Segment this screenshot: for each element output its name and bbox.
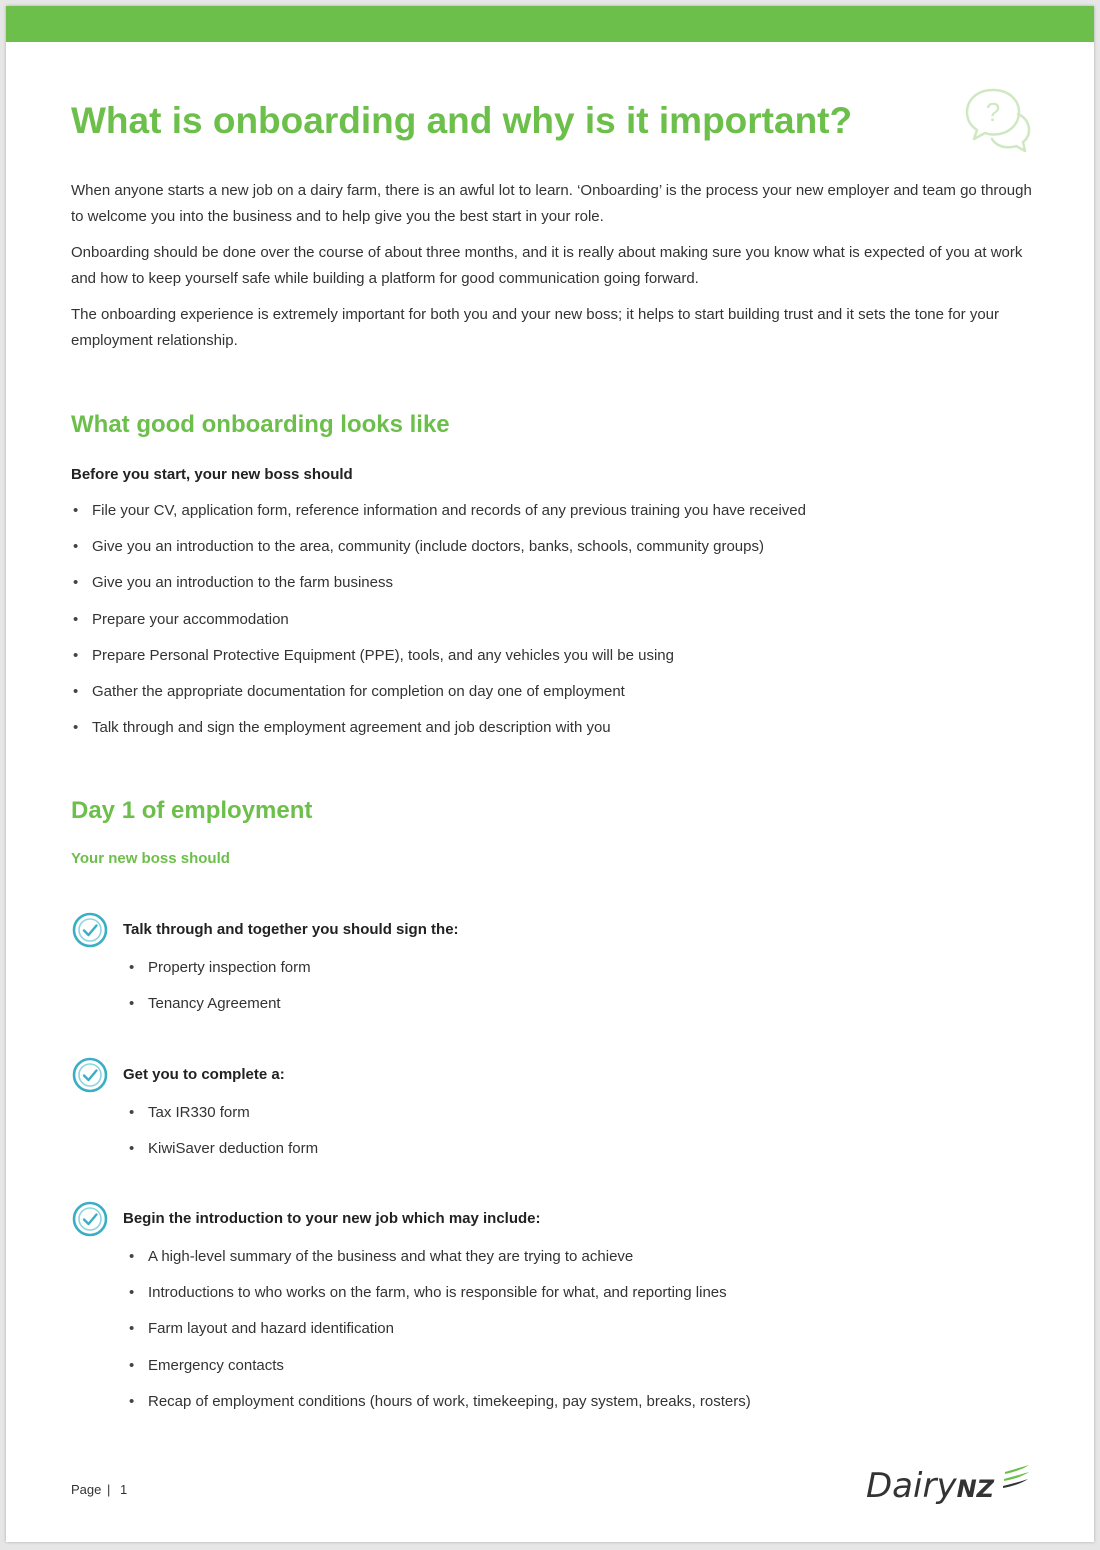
page-number-value: 1 <box>120 1482 128 1497</box>
page-title: What is onboarding and why is it important? <box>71 100 853 141</box>
before-start-list <box>71 500 806 753</box>
list-item: • Tax IR330 form <box>127 1102 318 1138</box>
document-page <box>6 6 1094 1542</box>
check-block-title: Begin the introduction to your new job which may include: <box>123 1210 541 1227</box>
svg-text:?: ? <box>985 97 1001 127</box>
subheading-before-start: Before you start, your new boss should <box>71 466 353 483</box>
intro-text <box>71 178 1036 364</box>
page-number <box>71 1482 127 1497</box>
list-item: • Introductions to who works on the farm, who is responsible for what, and reporting lines <box>127 1282 751 1318</box>
list-item: • Tenancy Agreement <box>127 993 311 1029</box>
list-item: • Gather the appropriate documentation for completion on day one of employment <box>71 681 806 717</box>
list-item: • File your CV, application form, reference information and records of any previous training you have received <box>71 500 806 536</box>
list-item: • Talk through and sign the employment agreement and job description with you <box>71 717 806 753</box>
list-item: • Give you an introduction to the farm business <box>71 572 806 608</box>
intro-paragraph: When anyone starts a new job on a dairy farm, there is an awful lot to learn. ‘Onboarding’ is the process your new employer and team go through to welcome you into the business and to help give you the best start in your role. <box>71 182 1032 225</box>
logo-suffix-text: NZ <box>956 1475 995 1503</box>
intro-paragraph: Onboarding should be done over the course of about three months, and it is really about making sure you know what is expected of you at work and how to keep yourself safe while building a platform for good communication going forward. <box>71 244 1023 287</box>
dairynz-logo <box>866 1464 1036 1514</box>
intro-paragraph: The onboarding experience is extremely important for both you and your new boss; it helps to start building trust and it sets the tone for your employment relationship. <box>71 306 1000 349</box>
question-speech-bubbles-icon <box>959 84 1035 160</box>
list-item: • KiwiSaver deduction form <box>127 1138 318 1174</box>
page-label: Page <box>71 1482 102 1497</box>
logo-main-text: Dairy <box>866 1466 957 1506</box>
check-block-title: Talk through and together you should sign the: <box>123 921 459 938</box>
list-item: • Prepare Personal Protective Equipment (PPE), tools, and any vehicles you will be using <box>71 645 806 681</box>
list-item: • Farm layout and hazard identification <box>127 1318 751 1354</box>
subheading-new-boss: Your new boss should <box>71 850 230 867</box>
list-item: • Recap of employment conditions (hours of work, timekeeping, pay system, breaks, rosters) <box>127 1391 751 1427</box>
introduction-list <box>127 1246 751 1427</box>
complete-forms-list <box>127 1102 318 1174</box>
grass-swoosh-icon <box>1001 1464 1031 1494</box>
logo-wordmark <box>866 1466 994 1506</box>
page-separator: | <box>107 1482 111 1497</box>
list-item: • Prepare your accommodation <box>71 609 806 645</box>
top-green-band <box>6 6 1094 42</box>
sign-documents-list <box>127 957 311 1029</box>
list-item: • A high-level summary of the business and what they are trying to achieve <box>127 1246 751 1282</box>
check-circle-icon <box>71 911 109 949</box>
section-title-day-one: Day 1 of employment <box>71 797 313 824</box>
list-item: • Give you an introduction to the area, community (include doctors, banks, schools, community groups) <box>71 536 806 572</box>
check-circle-icon <box>71 1200 109 1238</box>
check-block-title: Get you to complete a: <box>123 1066 285 1083</box>
section-title-good-onboarding: What good onboarding looks like <box>71 411 450 438</box>
list-item: • Emergency contacts <box>127 1355 751 1391</box>
list-item: • Property inspection form <box>127 957 311 993</box>
check-circle-icon <box>71 1056 109 1094</box>
